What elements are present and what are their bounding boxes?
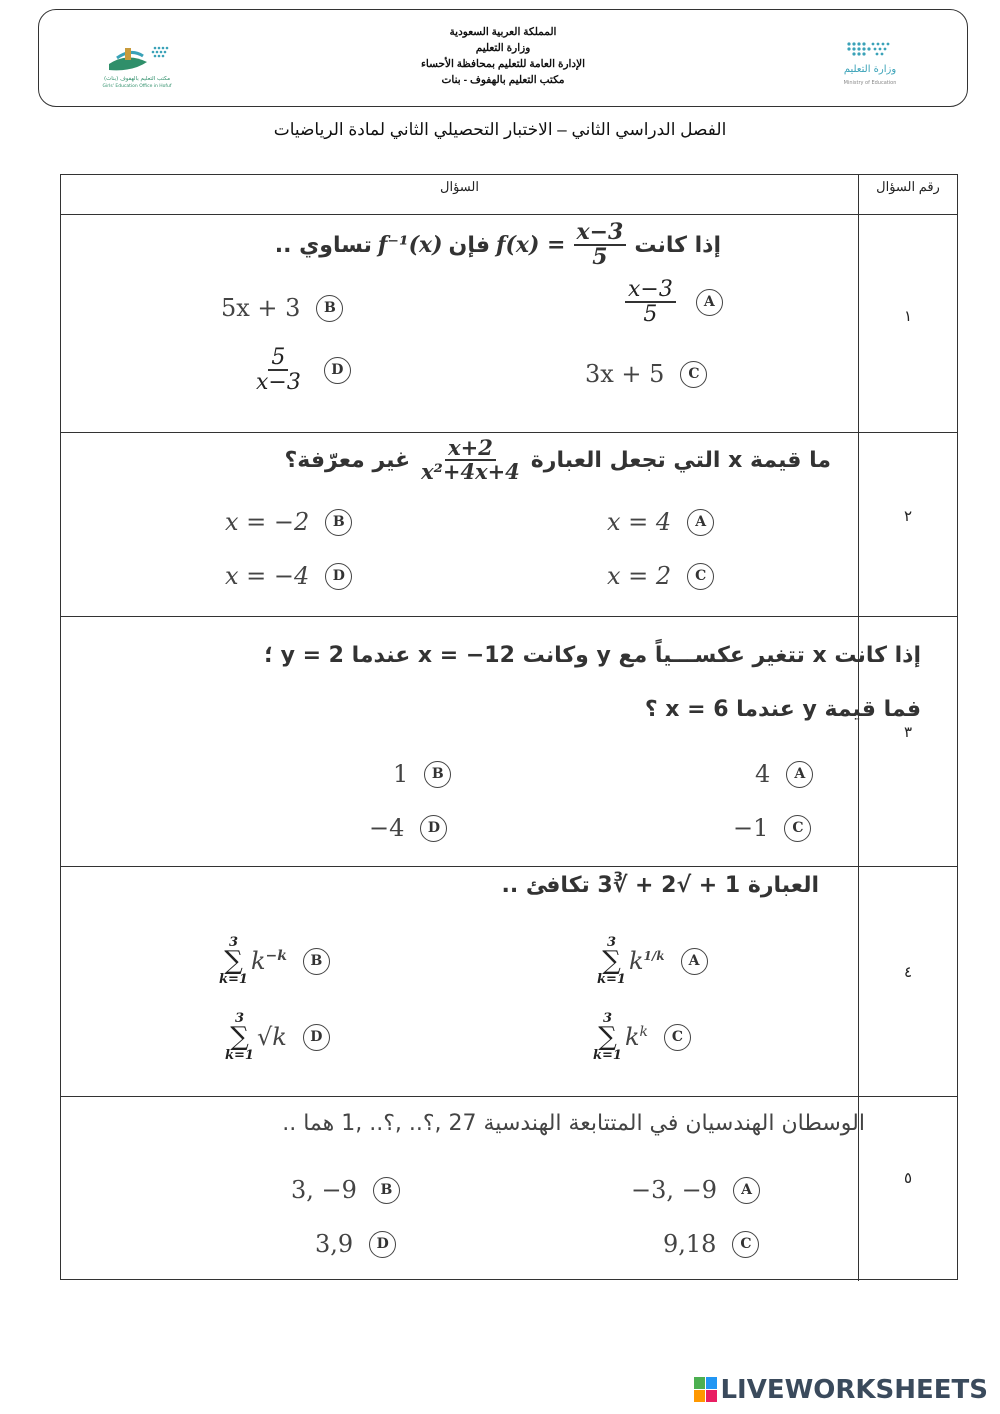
question-stem: العبارة 1 + √2 + ∛3 تكافئ .. [501, 873, 819, 898]
liveworksheets-logo[interactable] [694, 1374, 988, 1406]
option-c[interactable]: 9,18 C [663, 1227, 759, 1261]
option-d[interactable]: −4 D [369, 811, 447, 845]
question-stem-line-1: إذا كانت x تتغير عكســـياً مع y وكانت x = −12 عندما y = 2 ؛ [264, 643, 921, 668]
exam-title: الفصل الدراسي الثاني – الاختبار التحصيلي الثاني لمادة الرياضيات [273, 120, 727, 139]
questions-table [60, 174, 958, 1280]
letterhead-box [38, 9, 968, 107]
question-row-4 [61, 867, 957, 1097]
option-letter-b[interactable]: B [316, 295, 343, 322]
option-d[interactable]: x = −4 D [225, 559, 352, 593]
option-letter-b[interactable]: B [325, 509, 352, 536]
question-stem: إذا كانت $\frac{x-3}{5}$ f(x) = فإن f⁻¹(x) تساوي .. [274, 219, 721, 271]
stem-fraction: $\frac{x-3}{5}$ [574, 221, 627, 269]
question-number: ٥ [903, 1169, 913, 1187]
option-letter-d[interactable]: D [303, 1024, 330, 1051]
option-letter-c[interactable]: C [687, 563, 714, 590]
option-letter-c[interactable]: C [784, 815, 811, 842]
option-d[interactable]: 3,9 D [315, 1227, 396, 1261]
question-stem: ما قيمة x التي تجعل العبارة $\frac{x+2}{\text{x²+4x+4}}$ غير معرّفة؟ [284, 435, 831, 485]
option-c[interactable]: 3 ∑ k=1 $k^k$ C [593, 1005, 691, 1069]
header-line-country: المملكة العربية السعودية [449, 26, 557, 38]
option-letter-a[interactable]: A [687, 509, 714, 536]
option-b[interactable]: 3, −9 B [291, 1173, 400, 1207]
office-logo [97, 34, 207, 90]
question-stem: الوسطان الهندسيان في المتتابعة الهندسية 27 ,؟.. ,؟.. ,1 هما .. [282, 1111, 865, 1136]
option-letter-a[interactable]: A [681, 948, 708, 975]
option-d[interactable]: $\frac{5}{x-3}$ D [249, 353, 351, 387]
svg-text:مكتب التعليم بالهفوف (بنات): مكتب التعليم بالهفوف (بنات) [103, 76, 171, 82]
option-letter-a[interactable]: A [786, 761, 813, 788]
option-a[interactable]: $\frac{x-3}{5}$ A [621, 285, 723, 319]
option-a[interactable]: x = 4 A [607, 505, 714, 539]
option-letter-a[interactable]: A [696, 289, 723, 316]
header-line-office: مكتب التعليم بالهفوف - بنات [441, 74, 565, 86]
option-c[interactable]: 3x + 5 C [585, 357, 707, 391]
option-d[interactable]: 3 ∑ k=1 √k D [225, 1005, 330, 1069]
option-letter-a[interactable]: A [733, 1177, 760, 1204]
question-number: ٤ [903, 963, 913, 981]
svg-text:Ministry of Education: Ministry of Education [843, 80, 897, 86]
table-header-row [61, 175, 957, 215]
question-number: ٣ [903, 723, 913, 741]
svg-text:وزارة التعليم: وزارة التعليم [843, 64, 897, 75]
option-letter-c[interactable]: C [732, 1231, 759, 1258]
header-line-ministry: وزارة التعليم [475, 42, 531, 54]
question-number: ١ [903, 307, 913, 325]
column-header-question: السؤال [440, 179, 479, 194]
ministry-dots-icon [825, 32, 915, 92]
option-a[interactable]: −3, −9 A [631, 1173, 760, 1207]
option-a[interactable]: 3 ∑ k=1 $k^{1/k}$ A [597, 929, 708, 993]
option-letter-b[interactable]: B [373, 1177, 400, 1204]
option-c[interactable]: x = 2 C [607, 559, 714, 593]
option-b[interactable]: x = −2 B [225, 505, 352, 539]
question-number: ٢ [903, 507, 913, 525]
stem-fraction: $\frac{x+2}{\text{x²+4x+4}}$ [421, 435, 520, 485]
option-b[interactable]: 3 ∑ k=1 $k^{-k}$ B [219, 929, 330, 993]
summation-icon: 3 ∑ k=1 [219, 935, 248, 987]
liveworksheets-blocks-icon [694, 1377, 718, 1403]
option-c[interactable]: −1 C [733, 811, 811, 845]
option-a[interactable]: 4 A [755, 757, 813, 791]
option-letter-b[interactable]: B [303, 948, 330, 975]
option-b[interactable]: 5x + 3 B [221, 291, 343, 325]
book-logo-icon [97, 34, 207, 90]
column-header-number: رقم السؤال [876, 179, 940, 194]
option-letter-c[interactable]: C [664, 1024, 691, 1051]
option-letter-d[interactable]: D [324, 357, 351, 384]
option-letter-b[interactable]: B [424, 761, 451, 788]
option-letter-d[interactable]: D [369, 1231, 396, 1258]
option-letter-d[interactable]: D [325, 563, 352, 590]
option-b[interactable]: 1 B [393, 757, 451, 791]
question-row-3 [61, 617, 957, 867]
summation-icon: 3 ∑ k=1 [593, 1011, 622, 1063]
summation-icon: 3 ∑ k=1 [597, 935, 626, 987]
svg-text:Girls' Education Office in Hof: Girls' Education Office in Hofuf [102, 84, 172, 89]
header-line-directorate: الإدارة العامة للتعليم بمحافظة الأحساء [420, 58, 586, 70]
question-row-5 [61, 1097, 957, 1281]
liveworksheets-wordmark: LIVEWORKSHEETS [720, 1375, 988, 1405]
question-row-2 [61, 433, 957, 617]
summation-icon: 3 ∑ k=1 [225, 1011, 254, 1063]
ministry-logo [825, 32, 915, 92]
option-letter-c[interactable]: C [680, 361, 707, 388]
question-row-1 [61, 215, 957, 433]
option-letter-d[interactable]: D [420, 815, 447, 842]
question-stem-line-2: فما قيمة y عندما x = 6 ؟ [644, 697, 921, 722]
